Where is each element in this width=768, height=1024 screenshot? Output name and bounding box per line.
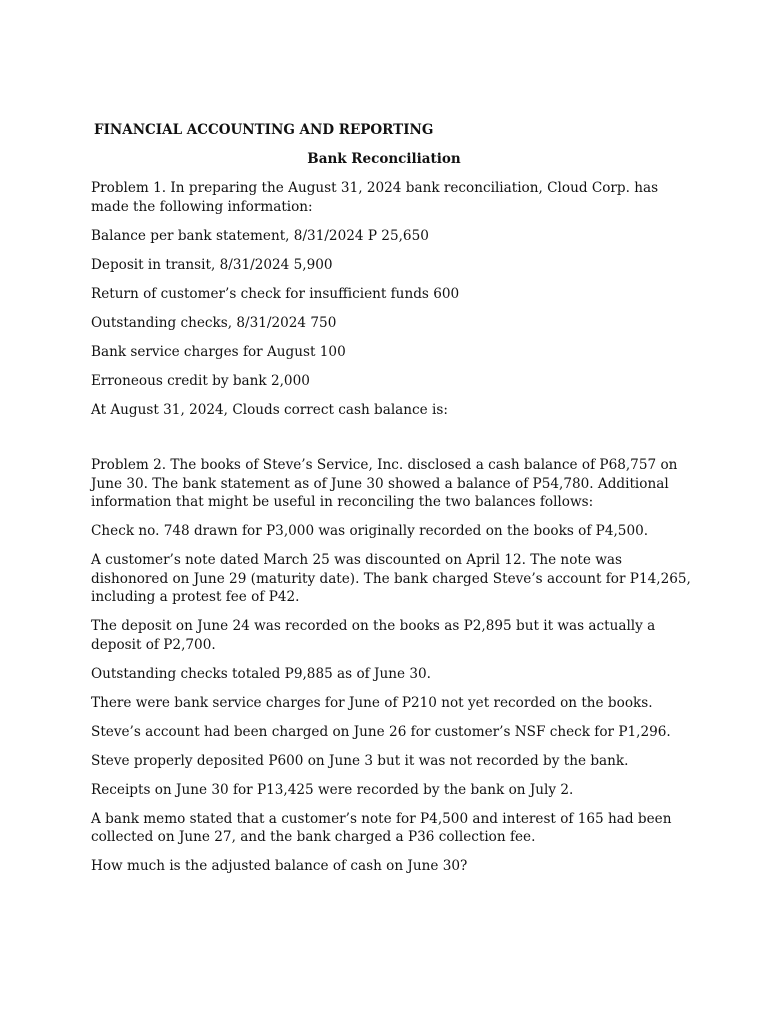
problem-2-item: Outstanding checks totaled P9,885 as of June 30. — [91, 665, 431, 682]
problem-1-item: Return of customer’s check for insufficient funds 600 — [91, 285, 460, 302]
course-title: FINANCIAL ACCOUNTING AND REPORTING — [94, 122, 434, 138]
problem-2-item: The deposit on June 24 was recorded on the books as P2,895 but it was actually a deposit of P2,700. — [91, 618, 656, 653]
problem-2-item: Receipts on June 30 for P13,425 were recorded by the bank on July 2. — [91, 781, 574, 798]
problem-2-item: A bank memo stated that a customer’s note for P4,500 and interest of 165 had been collected on June 27, and the bank charged a P36 collection fee. — [91, 810, 672, 845]
problem-2-item: There were bank service charges for June of P210 not yet recorded on the books. — [91, 694, 653, 711]
problem-1 — [91, 179, 691, 430]
problem-1-intro: Problem 1. In preparing the August 31, 2024 bank reconciliation, Cloud Corp. has made the following information: — [91, 180, 659, 215]
problem-2-item: Steve’s account had been charged on June 26 for customer’s NSF check for P1,296. — [91, 723, 671, 740]
problem-1-question: At August 31, 2024, Clouds correct cash balance is: — [91, 401, 448, 418]
problem-2-item: Steve properly deposited P600 on June 3 but it was not recorded by the bank. — [91, 752, 629, 769]
problem-1-item: Erroneous credit by bank 2,000 — [91, 372, 310, 389]
problem-2-item: A customer’s note dated March 25 was discounted on April 12. The note was dishonored on June 29 (maturity date). The bank charged Steve’s account for P14,265, including a protest fee of P42. — [91, 552, 691, 605]
problem-1-item: Outstanding checks, 8/31/2024 750 — [91, 314, 337, 331]
problem-2 — [91, 456, 691, 886]
section-subtitle: Bank Reconciliation — [307, 151, 461, 167]
problem-1-item: Deposit in transit, 8/31/2024 5,900 — [91, 256, 333, 273]
problem-2-question: How much is the adjusted balance of cash on June 30? — [91, 858, 468, 874]
problem-1-item: Balance per bank statement, 8/31/2024 P 25,650 — [91, 227, 429, 244]
problem-1-item: Bank service charges for August 100 — [91, 343, 346, 360]
problem-2-item: Check no. 748 drawn for P3,000 was originally recorded on the books of P4,500. — [91, 523, 649, 539]
problem-2-intro: Problem 2. The books of Steve’s Service, Inc. disclosed a cash balance of P68,757 on June 30. The bank statement as of June 30 showed a balance of P54,780. Additional information that might be useful in reconciling the two balances follows: — [91, 457, 678, 510]
